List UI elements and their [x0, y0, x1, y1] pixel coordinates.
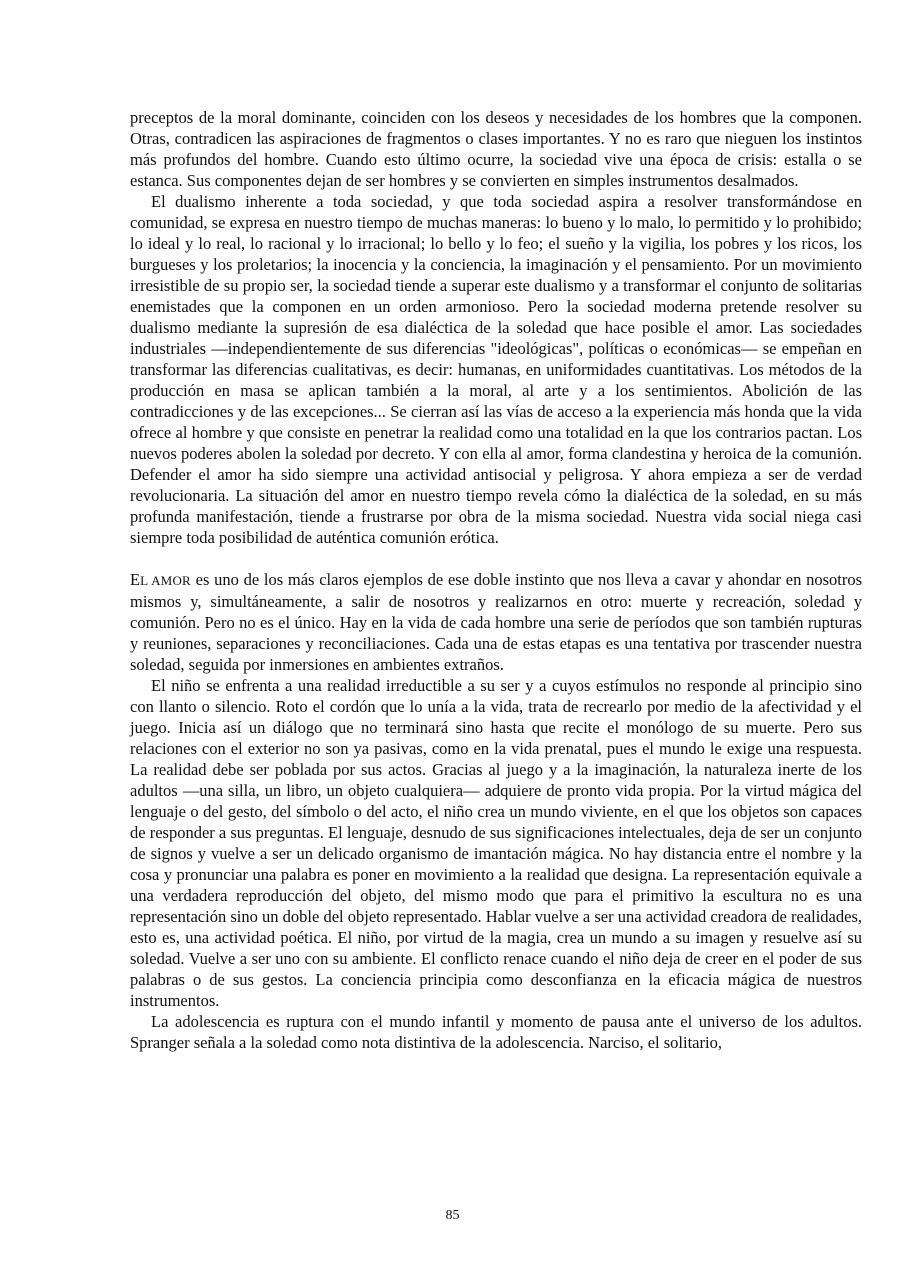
lead-smallcaps: L AMOR [140, 573, 191, 588]
paragraph-child: El niño se enfrenta a una realidad irreductible a su ser y a cuyos estímulos no responde al principio sino con llanto o silencio. Roto el cordón que lo unía a la vida, trata de recrearlo por medio de la afectividad y el juego. Inicia así un diálogo que no terminará sino hasta que recite el monólogo de su muerte. Pero sus relaciones con el exterior no son ya pasivas, como en la vida prenatal, pues el mundo le exige una respuesta. La realidad debe ser poblada por sus actos. Gracias al juego y a la imaginación, la naturaleza inerte de los adultos —una silla, un libro, un objeto cualquiera— adquiere de pronto vida propia. Por la virtud mágica del lenguaje o del gesto, del símbolo o del acto, el niño crea un mundo viviente, en el que los objetos son capaces de responder a sus preguntas. El lenguaje, desnudo de sus significaciones intelectuales, deja de ser un conjunto de signos y vuelve a ser un delicado organismo de imantación mágica. No hay distancia entre el nombre y la cosa y pronunciar una palabra es poner en movimiento a la realidad que designa. La representación equivale a una verdadera reproducción del objeto, del mismo modo que para el primitivo la escultura no es una representación sino un doble del objeto representado. Hablar vuelve a ser una actividad creadora de realidades, esto es, una actividad poética. El niño, por virtud de la magia, crea un mundo a su imagen y resuelve así su soledad. Vuelve a ser uno con su ambiente. El conflicto renace cuando el niño deja de creer en el poder de sus palabras o de sus gestos. La conciencia principia como desconfianza en la eficacia mágica de nuestros instrumentos. [130, 676, 862, 1010]
lead-initial: E [130, 570, 141, 589]
paragraph-continuation: preceptos de la moral dominante, coinciden con los deseos y necesidades de los hombres que la componen. Otras, contradicen las aspiraciones de fragmentos o clases importantes. Y no es raro que nieguen los instintos más profundos del hombre. Cuando esto último ocurre, la sociedad vive una época de crisis: estalla o se estanca. Sus componentes dejan de ser hombres y se convierten en simples instrumentos desalmados. [130, 108, 862, 190]
page-number: 85 [445, 1208, 460, 1223]
section-body-text: es uno de los más claros ejemplos de ese doble instinto que nos lleva a cavar y ahondar en nosotros mismos y, simultáneamente, a salir de nosotros y realizarnos en otro: muerte y recreación, soledad y comunión. Pero no es el único. Hay en la vida de cada hombre una serie de períodos que son también rupturas y reuniones, separaciones y reconciliaciones. Cada una de estas etapas es una tentativa por trascender nuestra soledad, seguida por inmersiones en ambientes extraños. [130, 570, 862, 674]
paragraph-adolescence: La adolescencia es ruptura con el mundo infantil y momento de pausa ante el universo de los adultos. Spranger señala a la soledad como nota distintiva de la adolescencia. Narciso, el solitario, [130, 1012, 862, 1052]
page-body [130, 107, 862, 1053]
paragraph-dualism: El dualismo inherente a toda sociedad, y que toda sociedad aspira a resolver transformándose en comunidad, se expresa en nuestro tiempo de muchas maneras: lo bueno y lo malo, lo permitido y lo prohibido; lo ideal y lo real, lo racional y lo irracional; lo bello y lo feo; el sueño y la vigilia, los pobres y los ricos, los burgueses y los proletarios; la inocencia y la conciencia, la imaginación y el pensamiento. Por un movimiento irresistible de su propio ser, la sociedad tiende a superar este dualismo y a transformar el conjunto de solitarias enemistades que la componen en un orden armonioso. Pero la sociedad moderna pretende resolver su dualismo mediante la supresión de esa dialéctica de la soledad que hace posible el amor. Las sociedades industriales —independientemente de sus diferencias "ideológicas", políticas o económicas— se empeñan en transformar las diferencias cualitativas, es decir: humanas, en uniformidades cuantitativas. Los métodos de la producción en masa se aplican también a la moral, al arte y a los sentimientos. Abolición de las contradicciones y de las excepciones... Se cierran así las vías de acceso a la experiencia más honda que la vida ofrece al hombre y que consiste en penetrar la realidad como una totalidad en la que los contrarios pactan. Los nuevos poderes abolen la soledad por decreto. Y con ella al amor, forma clandestina y heroica de la comunión. Defender el amor ha sido siempre una actividad antisocial y peligrosa. Y ahora empieza a ser de verdad revolucionaria. La situación del amor en nuestro tiempo revela cómo la dialéctica de la soledad, en su más profunda manifestación, tiende a frustrarse por obra de la misma sociedad. Nuestra vida social niega casi siempre toda posibilidad de auténtica comunión erótica. [130, 192, 862, 547]
paragraph-section-start [130, 569, 862, 675]
